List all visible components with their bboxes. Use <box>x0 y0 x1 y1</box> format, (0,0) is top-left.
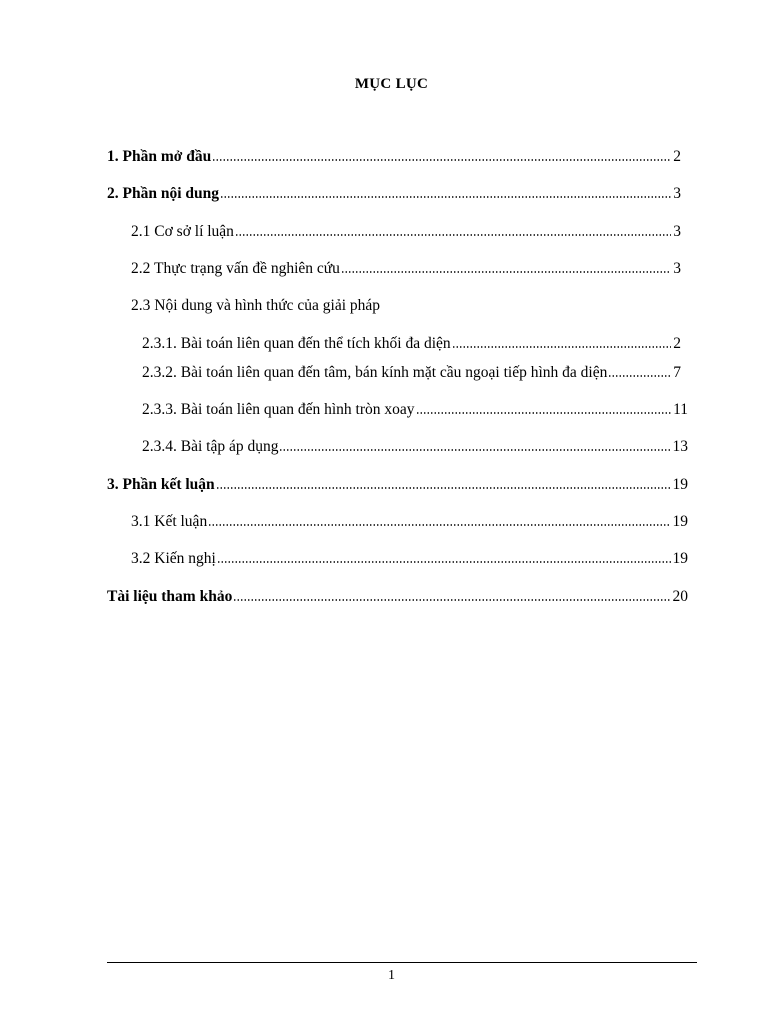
toc-entry-page: 19 <box>672 513 688 530</box>
toc-entry-page: 3 <box>673 185 681 202</box>
footer-divider <box>107 962 697 963</box>
toc-entry-label: Tài liệu tham khảo <box>107 588 233 605</box>
dot-leader <box>217 560 671 564</box>
toc-entry-section-3-1[interactable] <box>131 513 688 531</box>
toc-entry-section-2-3-2[interactable] <box>142 364 681 382</box>
toc-entry-label: 2.3.4. Bài tập áp dụng <box>142 438 279 455</box>
toc-entry-page: 3 <box>673 260 681 277</box>
toc-entry-page: 19 <box>672 550 688 567</box>
toc-entry-section-2-2[interactable] <box>131 260 681 278</box>
toc-entry-page: 13 <box>672 438 688 455</box>
toc-entry-page: 19 <box>672 476 688 493</box>
dot-leader <box>608 374 671 378</box>
toc-entry-label: 2.3 Nội dung và hình thức của giải pháp <box>131 297 381 314</box>
toc-entry-references[interactable] <box>107 588 688 606</box>
toc-entry-page: 2 <box>673 335 681 352</box>
toc-entry-section-2-1[interactable] <box>131 223 681 241</box>
toc-entry-section-1[interactable] <box>107 148 681 166</box>
page-title: MỤC LỤC <box>354 76 429 92</box>
toc-entry-label: 2.3.2. Bài toán liên quan đến tâm, bán kính mặt cầu ngoại tiếp hình đa diện <box>142 364 608 381</box>
dot-leader <box>452 345 672 349</box>
toc-entry-label: 2.1 Cơ sở lí luận <box>131 223 234 240</box>
toc-entry-label: 2.2 Thực trạng vấn đề nghiên cứu <box>131 260 340 277</box>
toc-entry-label: 2.3.3. Bài toán liên quan đến hình tròn xoay <box>142 401 415 418</box>
toc-entry-page: 11 <box>673 401 688 418</box>
toc-entry-label: 3.2 Kiến nghị <box>131 550 216 567</box>
toc-entry-page: 7 <box>673 364 681 381</box>
toc-entry-label: 3. Phần kết luận <box>107 476 215 493</box>
toc-entry-section-2-3-1[interactable] <box>142 335 681 353</box>
toc-entry-section-2[interactable] <box>107 185 681 203</box>
toc-entry-section-2-3[interactable] <box>131 297 681 315</box>
toc-entry-label: 3.1 Kết luận <box>131 513 208 530</box>
dot-leader <box>220 195 671 199</box>
toc-entry-page: 20 <box>672 588 688 605</box>
dot-leader <box>212 158 671 162</box>
dot-leader <box>235 233 671 237</box>
dot-leader <box>216 486 671 490</box>
toc-entry-section-2-3-3[interactable] <box>142 401 688 419</box>
page-number: 1 <box>388 968 395 983</box>
toc-entry-page: 3 <box>673 223 681 240</box>
dot-leader <box>233 598 670 602</box>
dot-leader <box>341 270 671 274</box>
dot-leader <box>279 448 670 452</box>
toc-entry-label: 1. Phần mở đầu <box>107 148 212 165</box>
toc-entry-label: 2. Phần nội dung <box>107 185 219 202</box>
dot-leader <box>208 523 670 527</box>
toc-entry-section-2-3-4[interactable] <box>142 438 688 456</box>
toc-entry-page: 2 <box>673 148 681 165</box>
toc-entry-section-3-2[interactable] <box>131 550 688 568</box>
toc-entry-label: 2.3.1. Bài toán liên quan đến thể tích khối đa diện <box>142 335 451 352</box>
toc-entry-section-3[interactable] <box>107 476 688 494</box>
dot-leader <box>416 411 672 415</box>
